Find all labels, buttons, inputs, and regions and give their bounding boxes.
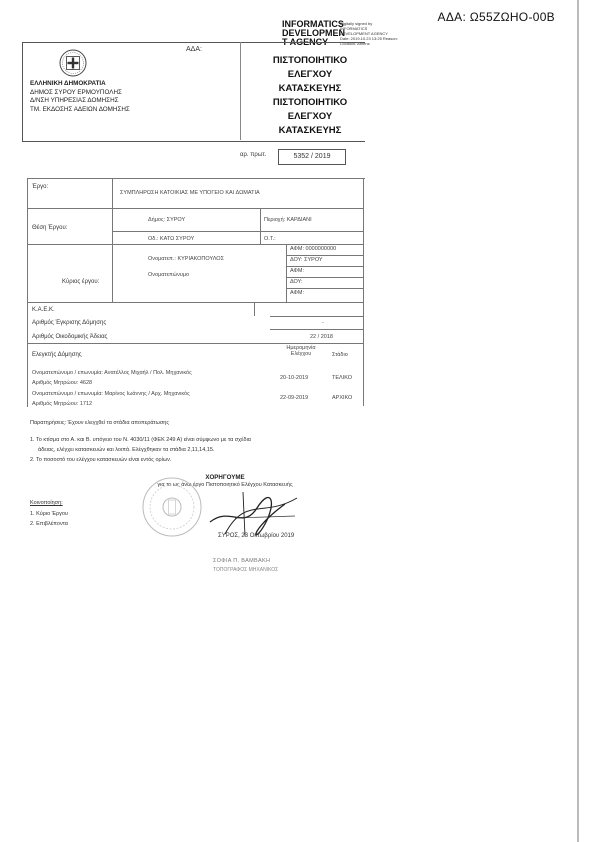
table-line bbox=[286, 266, 364, 267]
table-line bbox=[27, 302, 364, 303]
title-line-3: ΚΑΤΑΣΚΕΥΗΣ bbox=[278, 83, 342, 94]
title-line-6: ΚΑΤΑΣΚΕΥΗΣ bbox=[278, 125, 342, 136]
kyrios-name-2: Ονοματεπώνυμο bbox=[148, 272, 190, 278]
signatory-title: ΤΟΠΟΓΡΑΦΟΣ ΜΗΧΑΝΙΚΟΣ bbox=[213, 567, 279, 573]
ergo-label: Έργο: bbox=[32, 184, 49, 190]
org-line-2: ΔΗΜΟΣ ΣΥΡΟΥ ΕΡΜΟΥΠΟΛΗΣ bbox=[30, 88, 122, 96]
signatory-name: ΣΟΦΙΑ Π. ΒΑΜΒΑΚΗ bbox=[213, 558, 271, 564]
org-line-1: ΕΛΛΗΝΙΚΗ ΔΗΜΟΚΡΑΤΙΑ bbox=[30, 80, 106, 87]
arith-adeias-value: 22 / 2018 bbox=[310, 334, 333, 340]
ada-code: ΑΔΑ: Ω55ΖΩΗΟ-00Β bbox=[437, 10, 555, 24]
row2-stage: ΑΡΧΙΚΟ bbox=[332, 395, 353, 401]
header-ada-label: ΑΔΑ: bbox=[186, 46, 202, 53]
kyrios-afm-2: ΑΦΜ: bbox=[290, 268, 305, 274]
table-line bbox=[286, 288, 364, 289]
row1-name: Ονοματεπώνυμο / επωνυμία: Ανατέλλος Μιχαήλ / Πολ. Μηχανικός bbox=[32, 370, 192, 376]
table-line bbox=[286, 277, 364, 278]
title-line-5: ΕΛΕΓΧΟΥ bbox=[287, 111, 333, 122]
kyrios-name-1: Ονοματεπ.: ΚΥΡΙΑΚΟΠΟΥΛΟΣ bbox=[148, 256, 224, 262]
table-line bbox=[363, 178, 364, 406]
recipient-1: 1. Κύριο Έργου bbox=[30, 511, 68, 517]
title-line-4: ΠΙΣΤΟΠΟΙΗΤΙΚΟ bbox=[272, 97, 348, 108]
thesi-perioxi: Περιοχή: ΚΑΡΔΙΑΝΙ bbox=[264, 217, 312, 223]
certify-text: για το ως άνω έργο Πιστοποιητικό Ελέγχου Κατασκευής bbox=[157, 482, 293, 488]
arith-egkrisis-value: - bbox=[322, 320, 324, 326]
greek-emblem-icon bbox=[58, 48, 88, 83]
row1-date: 20-10-2019 bbox=[280, 375, 309, 381]
row2-date: 22-09-2019 bbox=[280, 395, 309, 401]
col-stage-header: Στάδιο bbox=[332, 352, 348, 358]
notes-title: Παρατηρήσεις: Έχουν ελεγχθεί τα στάδια αποπεράτωσης bbox=[30, 420, 169, 426]
col-date-header: Ημερομηνία Ελέγχου bbox=[286, 345, 316, 357]
row2-name: Ονοματεπώνυμο / επωνυμία: Μαρίνος Ιωάννης / Αρχ. Μηχανικός bbox=[32, 391, 190, 397]
notes-line-3: 2. Το ποσοστό του ελέγχου κατασκευών είναι εντός ορίων. bbox=[30, 457, 172, 463]
elegktis-label: Ελεγκτής Δόμησης bbox=[32, 352, 82, 358]
title-line-1: ΠΙΣΤΟΠΟΙΗΤΙΚΟ bbox=[272, 55, 348, 66]
kyrios-afm-1: ΑΦΜ: 0000000000 bbox=[290, 246, 337, 252]
header-organization bbox=[30, 80, 170, 114]
ergo-value: ΣΥΜΠΛΗΡΩΣΗ ΚΑΤΟΙΚΙΑΣ ΜΕ ΥΠΟΓΕΙΟ ΚΑΙ ΔΩΜΑΤΙΑ bbox=[120, 190, 260, 196]
kyrios-label: Κύριος έργου: bbox=[62, 279, 100, 285]
table-line bbox=[254, 302, 255, 316]
header-divider bbox=[240, 42, 241, 140]
official-seal-icon bbox=[140, 475, 204, 544]
notes-line-1: 1. Το κτίσμα στο Α. και Β. υπόγειο του Ν. 4030/11 (ΦΕΚ 249 Α) είναι σύμφωνο με τα σχέδια bbox=[30, 437, 251, 443]
stamp-line-3: T AGENCY bbox=[282, 37, 329, 47]
protocol-number: 5352 / 2019 bbox=[278, 149, 346, 165]
row1-reg: Αριθμός Μητρώου: 4628 bbox=[32, 380, 93, 386]
thesi-odos: Οδ.: ΚΑΤΩ ΣΥΡΟΥ bbox=[148, 236, 195, 242]
table-line bbox=[270, 329, 364, 330]
table-line bbox=[286, 244, 287, 302]
table-line bbox=[112, 178, 113, 302]
kyrios-afm-3: ΑΦΜ: bbox=[290, 290, 305, 296]
certify-title: ΧΟΡΗΓΟΥΜΕ bbox=[205, 474, 245, 481]
title-line-2: ΕΛΕΓΧΟΥ bbox=[287, 69, 333, 80]
table-line bbox=[260, 208, 261, 244]
arith-egkrisis-label: Αριθμός Έγκρισης Δόμησης bbox=[32, 320, 107, 326]
kaek-label: Κ.Α.Ε.Κ. bbox=[32, 307, 55, 313]
stamp-small-text: Digitally signed by INFORMATICS DEVELOPMENT AGENCY Date: 2019.10.23 13:25 Reason: Location: Athens bbox=[340, 21, 398, 46]
thesi-label: Θέση Έργου: bbox=[32, 225, 68, 231]
stamp-line-2: DEVELOPMEN bbox=[282, 28, 346, 38]
row2-reg: Αριθμός Μητρώου: 1712 bbox=[32, 401, 93, 407]
notes-line-2: άδειας, ελέγχει κατασκευών και λοιπά. Ελέγχθηκαν τα στάδια 2,11,14,15. bbox=[38, 447, 215, 453]
row1-stage: ΤΕΛΙΚΟ bbox=[332, 375, 353, 381]
recipients-title: Κοινοποίηση: bbox=[30, 500, 63, 506]
recipient-2: 2. Επιβλέποντα bbox=[30, 521, 68, 527]
kyrios-doy-1: ΔΟΥ: ΣΥΡΟΥ bbox=[290, 257, 323, 263]
page-edge bbox=[577, 0, 579, 842]
thesi-dimos: Δήμος: ΣΥΡΟΥ bbox=[148, 217, 186, 223]
thesi-ot: Ο.Τ.: bbox=[264, 236, 276, 242]
org-line-4: ΤΜ. ΕΚΔΟΣΗΣ ΑΔΕΙΩΝ ΔΟΜΗΣΗΣ bbox=[30, 105, 130, 113]
table-line bbox=[270, 316, 364, 317]
org-line-3: Δ/ΝΣΗ ΥΠΗΡΕΣΙΑΣ ΔΟΜΗΣΗΣ bbox=[30, 97, 119, 104]
table-line bbox=[27, 343, 364, 344]
kyrios-doy-2: ΔΟΥ: bbox=[290, 279, 303, 285]
table-line bbox=[27, 208, 364, 209]
table-line bbox=[27, 244, 364, 245]
arith-adeias-label: Αριθμός Οικοδομικής Άδειας bbox=[32, 334, 108, 340]
place-date: ΣΥΡΟΣ, 23 Οκτωβρίου 2019 bbox=[218, 533, 295, 539]
protocol-label: αρ. πρωτ. bbox=[240, 152, 267, 158]
table-line bbox=[286, 255, 364, 256]
table-line bbox=[112, 231, 364, 232]
stamp-line-1: INFORMATICS bbox=[282, 19, 344, 29]
document-title bbox=[260, 54, 360, 138]
